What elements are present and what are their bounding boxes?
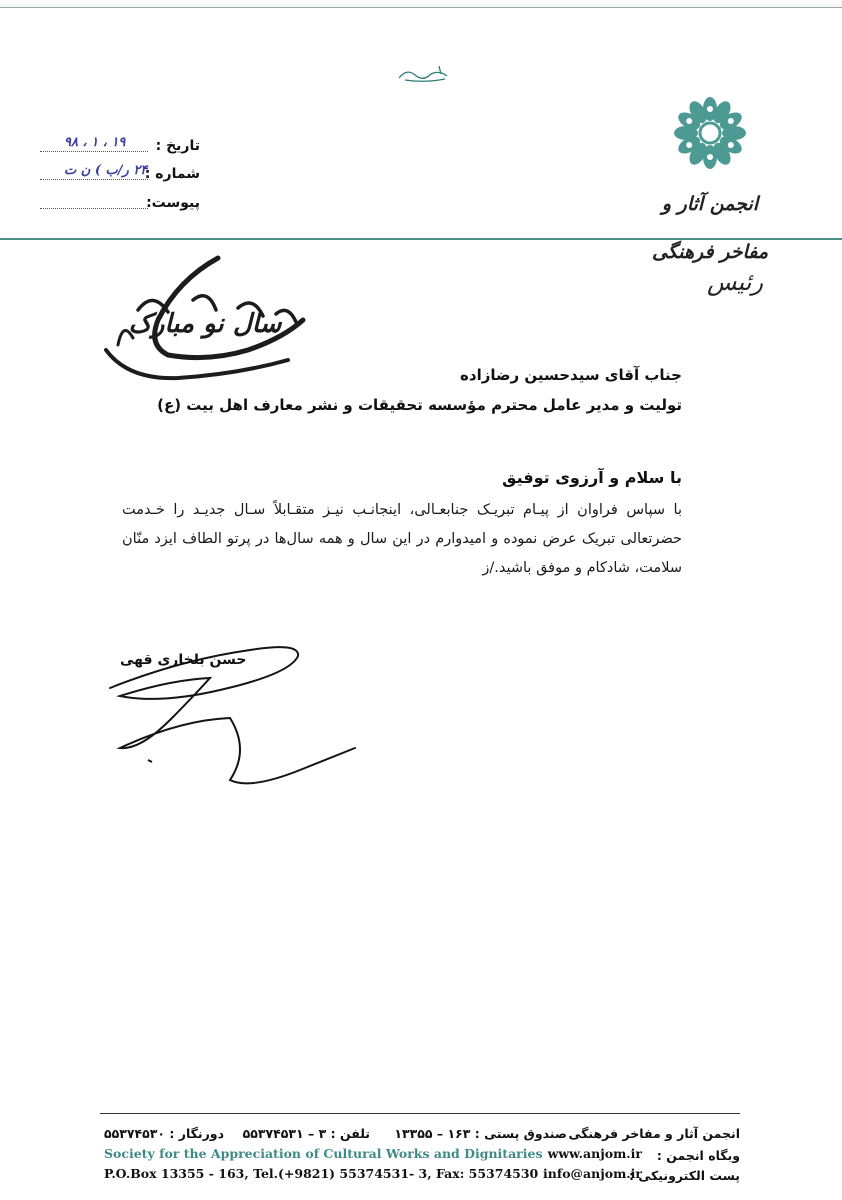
organization-logo-wordmark: انجمن آثار و مفاخر فرهنگی [651,193,769,263]
number-dotted-line [40,179,148,180]
attachment-dotted-line [40,208,148,209]
footer-website-link[interactable]: www.anjom.ir [547,1146,642,1161]
footer-fax: دورنگار : ۵۵۳۷۴۵۳۰ [104,1126,224,1141]
date-label: تاریخ : [155,138,200,154]
number-label: شماره : [144,166,200,182]
calligraphy-text: سال نو مبارک [128,309,282,339]
footer-divider [100,1113,740,1114]
header-divider [0,238,842,240]
date-row [40,135,200,158]
recipient-name: جناب آقای سیدحسین رضازاده [460,366,682,384]
date-value: ۱۹ ، ۱ ، ۹۸ [64,135,126,150]
number-row [40,163,200,186]
footer-email-label: پست الکترونیکی : [629,1168,740,1183]
bismillah-handwriting [395,62,455,84]
number-value: ۲۴ ر/ب ) ن ت [64,163,148,178]
new-year-calligraphy [98,250,313,390]
calligraphy-strokes [98,250,313,390]
recipient-title: تولیت و مدیر عامل محترم مؤسسه تحقیقات و نشر معارف اهل بیت (ع) [157,396,682,414]
footer-email-link[interactable]: info@anjom.ir [542,1166,642,1181]
attachment-row [40,195,200,215]
greeting: با سلام و آرزوی توفیق [502,468,682,487]
handwritten-title: رئیس [706,268,764,296]
letter-body: با سپاس فراوان از پیـام تبریـک جنابعـالی، اینجانـب نیـز متقـابلاً سـال جدیـد را خـدمت حضرتعالی تبریک عرض نموده و امیدوارم در این سال و همه سال‌ها در پرتو الطاف ایزد منّان سلامت، شادکام و موفق باشید./ز [122,502,682,576]
organization-logo-icon [658,88,762,178]
footer-phone: تلفن : ۳ – ۵۵۳۷۴۵۳۱ [242,1126,370,1141]
footer-website-label: وبگاه انجمن : [656,1148,740,1163]
footer-pobox: صندوق پستی : ۱۶۳ – ۱۳۳۵۵ [394,1126,567,1141]
attachment-label: پیوست: [146,195,200,211]
scan-top-border [0,0,842,8]
signer-name: حسن بلخاری قهی [120,652,247,668]
date-dotted-line [40,151,148,152]
footer-org-name: انجمن آثار و مفاخر فرهنگی [568,1126,740,1141]
footer-contact-en: P.O.Box 13355 - 163, Tel.(+9821) 55374531- 3, Fax: 55374530 [104,1166,539,1181]
footer-society-en: Society for the Appreciation of Cultural Works and Dignitaries [104,1146,543,1161]
